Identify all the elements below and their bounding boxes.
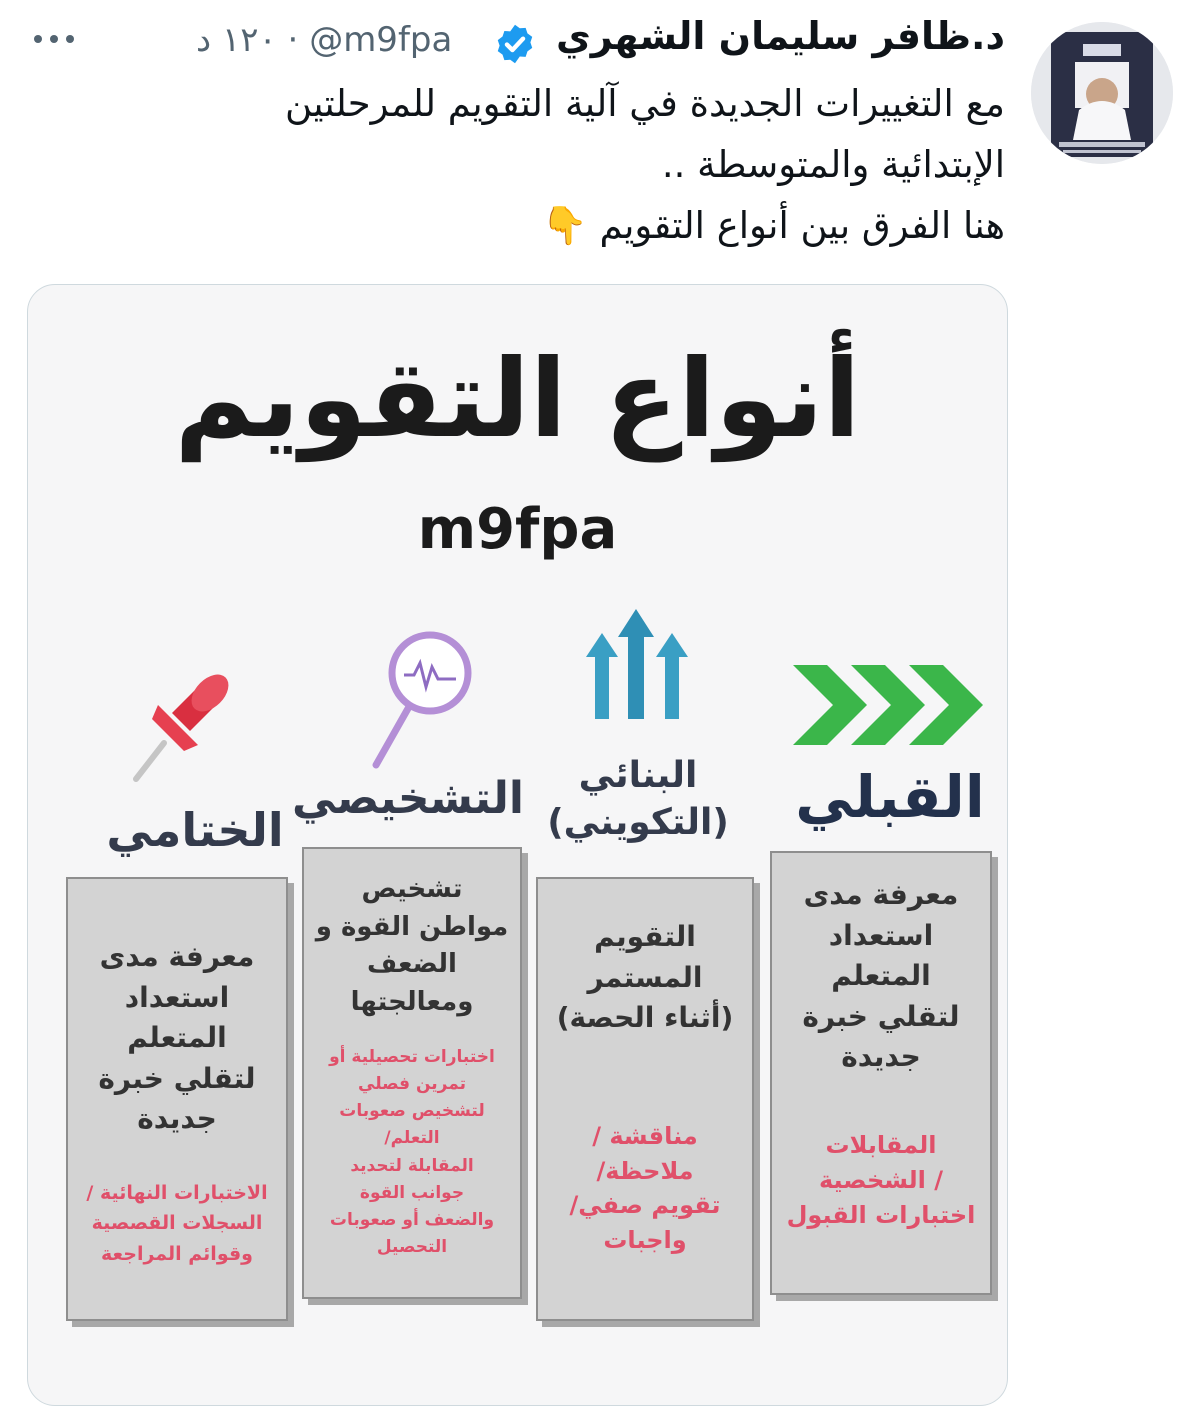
profile-photo — [1031, 22, 1173, 164]
avatar[interactable] — [1031, 22, 1173, 164]
more-dots-icon[interactable] — [30, 24, 78, 54]
box-tashkhisi — [302, 847, 522, 1299]
author-handle[interactable]: @m9fpa — [309, 20, 453, 60]
box-binaai — [536, 877, 754, 1321]
author-handle-time[interactable] — [196, 20, 452, 60]
box-tashkhisi-examples: اختبارات تحصيلية أو تمرين فصلي لتشخيص صعوبات التعلم/ المقابلة لتحديد جوانب القوة والضعف أو صعوبات التحصيل — [329, 1046, 495, 1258]
tweet-text-line-3: هنا الفرق بين أنواع التقويم 👇 — [541, 204, 1005, 247]
tweet-text-line-2: الإبتدائية والمتوسطة .. — [661, 143, 1005, 186]
box-qabli-description: معرفة مدى استعداد المتعلم لتقلي خبرة جديدة — [802, 878, 960, 1074]
green-chevrons-icon — [793, 655, 983, 755]
box-tashkhisi-description: تشخيص مواطن القوة و الضعف ومعالجتها — [315, 874, 509, 1018]
box-binaai-examples: مناقشة / ملاحظة/ تقويم صفي/ واجبات — [569, 1121, 721, 1255]
box-binaai-description: التقويم المستمر (أثناء الحصة) — [556, 920, 734, 1035]
tweet-time[interactable]: ١٢٠ د — [196, 20, 277, 60]
title-binaai — [538, 753, 738, 847]
pushpin-icon — [128, 665, 238, 785]
box-khitami — [66, 877, 288, 1321]
separator-dot: · — [276, 20, 310, 60]
magnifier-icon — [368, 621, 478, 771]
box-khitami-examples: الاختبارات النهائية / السجلات القصصية وقوائم المراجعة — [86, 1181, 268, 1265]
image-handle: m9fpa — [417, 497, 618, 562]
title-qabli: القبلي — [795, 763, 985, 831]
box-qabli — [770, 851, 992, 1295]
title-binaai-line-2: (التكويني) — [547, 801, 729, 843]
blue-arrows-up-icon — [578, 607, 698, 727]
box-qabli-examples: المقابلات / الشخصية اختبارات القبول — [786, 1130, 976, 1229]
tweet-media-image[interactable] — [27, 284, 1008, 1406]
title-binaai-line-1: البنائي — [578, 755, 698, 796]
verified-badge-icon — [493, 22, 537, 66]
title-tashkhisi: التشخيصي — [292, 773, 524, 824]
author-name[interactable]: د.ظافر سليمان الشهري — [555, 14, 1005, 58]
image-title: أنواع التقويم — [174, 337, 861, 462]
title-khitami: الختامي — [106, 803, 284, 857]
tweet-text-line-1: مع التغييرات الجديدة في آلية التقويم للمرحلتين — [285, 82, 1005, 125]
box-khitami-description: معرفة مدى استعداد المتعلم لتقلي خبرة جديدة — [98, 940, 256, 1136]
